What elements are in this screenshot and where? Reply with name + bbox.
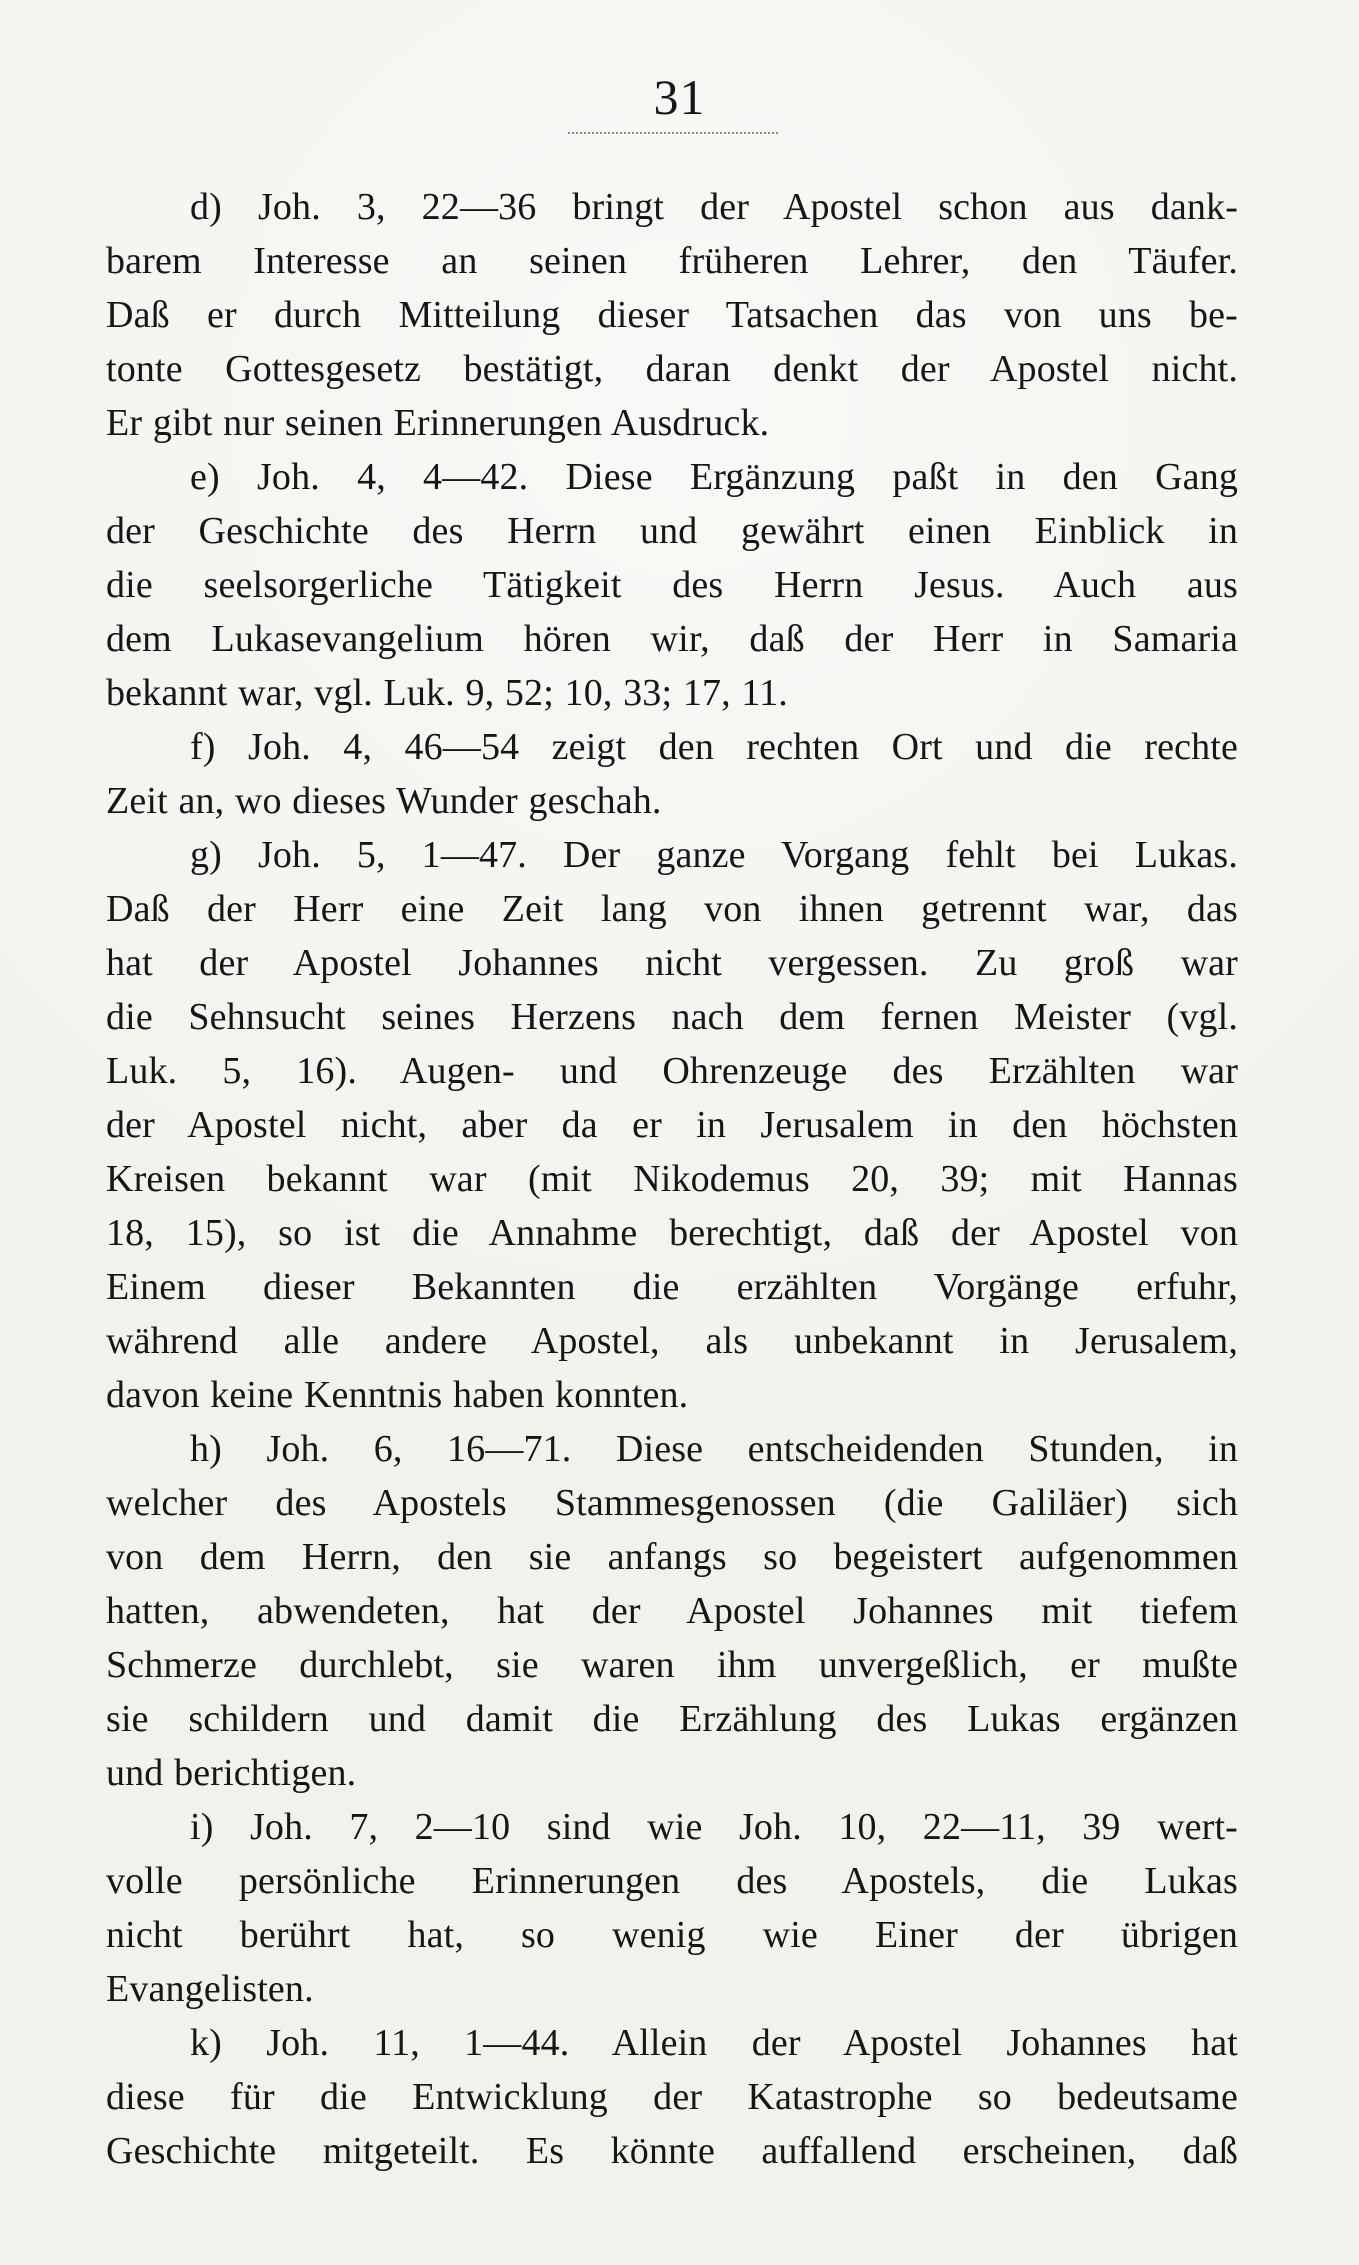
paragraph-g-line-6: der Apostel nicht, aber da er in Jerusalem in den höchsten xyxy=(106,1104,1238,1146)
paragraph-k-line-2: diese für die Entwicklung der Katastrophe so bedeutsame xyxy=(106,2076,1238,2118)
paragraph-h-line-1: h) Joh. 6, 16—71. Diese entscheidenden Stunden, in xyxy=(190,1428,1238,1470)
paragraph-g-line-8: 18, 15), so ist die Annahme berechtigt, daß der Apostel von xyxy=(106,1212,1238,1254)
paragraph-h-line-6: sie schildern und damit die Erzählung des Lukas ergänzen xyxy=(106,1698,1238,1740)
paragraph-d-line-5: Er gibt nur seinen Erinnerungen Ausdruck. xyxy=(106,402,770,444)
paragraph-e-line-1: e) Joh. 4, 4—42. Diese Ergänzung paßt in den Gang xyxy=(190,456,1238,498)
paragraph-g-line-3: hat der Apostel Johannes nicht vergessen. Zu groß war xyxy=(106,942,1238,984)
paragraph-e-line-5: bekannt war, vgl. Luk. 9, 52; 10, 33; 17, 11. xyxy=(106,672,788,714)
paragraph-g-line-9: Einem dieser Bekannten die erzählten Vorgänge erfuhr, xyxy=(106,1266,1238,1308)
paragraph-i-line-1: i) Joh. 7, 2—10 sind wie Joh. 10, 22—11, 39 wert- xyxy=(190,1806,1238,1848)
paragraph-g-line-11: davon keine Kenntnis haben konnten. xyxy=(106,1374,689,1416)
paragraph-d-line-4: tonte Gottesgesetz bestätigt, daran denkt der Apostel nicht. xyxy=(106,348,1238,390)
paragraph-d-line-3: Daß er durch Mitteilung dieser Tatsachen das von uns be- xyxy=(106,294,1238,336)
paragraph-f-line-2: Zeit an, wo dieses Wunder geschah. xyxy=(106,780,662,822)
paragraph-g-line-2: Daß der Herr eine Zeit lang von ihnen getrennt war, das xyxy=(106,888,1238,930)
paragraph-g-line-10: während alle andere Apostel, als unbekannt in Jerusalem, xyxy=(106,1320,1238,1362)
body-text xyxy=(106,180,1238,2178)
paragraph-f-line-1: f) Joh. 4, 46—54 zeigt den rechten Ort und die rechte xyxy=(190,726,1238,768)
paragraph-i-line-4: Evangelisten. xyxy=(106,1968,314,2010)
paragraph-g-line-5: Luk. 5, 16). Augen- und Ohrenzeuge des Erzählten war xyxy=(106,1050,1238,1092)
paragraph-h-line-4: hatten, abwendeten, hat der Apostel Johannes mit tiefem xyxy=(106,1590,1238,1632)
paragraph-e-line-3: die seelsorgerliche Tätigkeit des Herrn Jesus. Auch aus xyxy=(106,564,1238,606)
paragraph-g-line-7: Kreisen bekannt war (mit Nikodemus 20, 39; mit Hannas xyxy=(106,1158,1238,1200)
page-number-underline xyxy=(568,132,778,142)
paragraph-i-line-3: nicht berührt hat, so wenig wie Einer der übrigen xyxy=(106,1914,1238,1956)
paragraph-g-line-1: g) Joh. 5, 1—47. Der ganze Vorgang fehlt bei Lukas. xyxy=(190,834,1238,876)
paragraph-g-line-4: die Sehnsucht seines Herzens nach dem fernen Meister (vgl. xyxy=(106,996,1238,1038)
paragraph-h-line-7: und berichtigen. xyxy=(106,1752,357,1794)
paragraph-d-line-1: d) Joh. 3, 22—36 bringt der Apostel schon aus dank- xyxy=(190,186,1238,228)
paragraph-e-line-2: der Geschichte des Herrn und gewährt einen Einblick in xyxy=(106,510,1238,552)
page-number: 31 xyxy=(653,69,706,125)
paragraph-k-line-3: Geschichte mitgeteilt. Es könnte auffallend erscheinen, daß xyxy=(106,2130,1238,2172)
paragraph-h-line-3: von dem Herrn, den sie anfangs so begeistert aufgenommen xyxy=(106,1536,1238,1578)
paragraph-h-line-5: Schmerze durchlebt, sie waren ihm unvergeßlich, er mußte xyxy=(106,1644,1238,1686)
paragraph-e-line-4: dem Lukasevangelium hören wir, daß der Herr in Samaria xyxy=(106,618,1238,660)
paragraph-h-line-2: welcher des Apostels Stammesgenossen (die Galiläer) sich xyxy=(106,1482,1238,1524)
paragraph-k-line-1: k) Joh. 11, 1—44. Allein der Apostel Johannes hat xyxy=(190,2022,1238,2064)
paragraph-d-line-2: barem Interesse an seinen früheren Lehrer, den Täufer. xyxy=(106,240,1238,282)
paragraph-i-line-2: volle persönliche Erinnerungen des Apostels, die Lukas xyxy=(106,1860,1238,1902)
